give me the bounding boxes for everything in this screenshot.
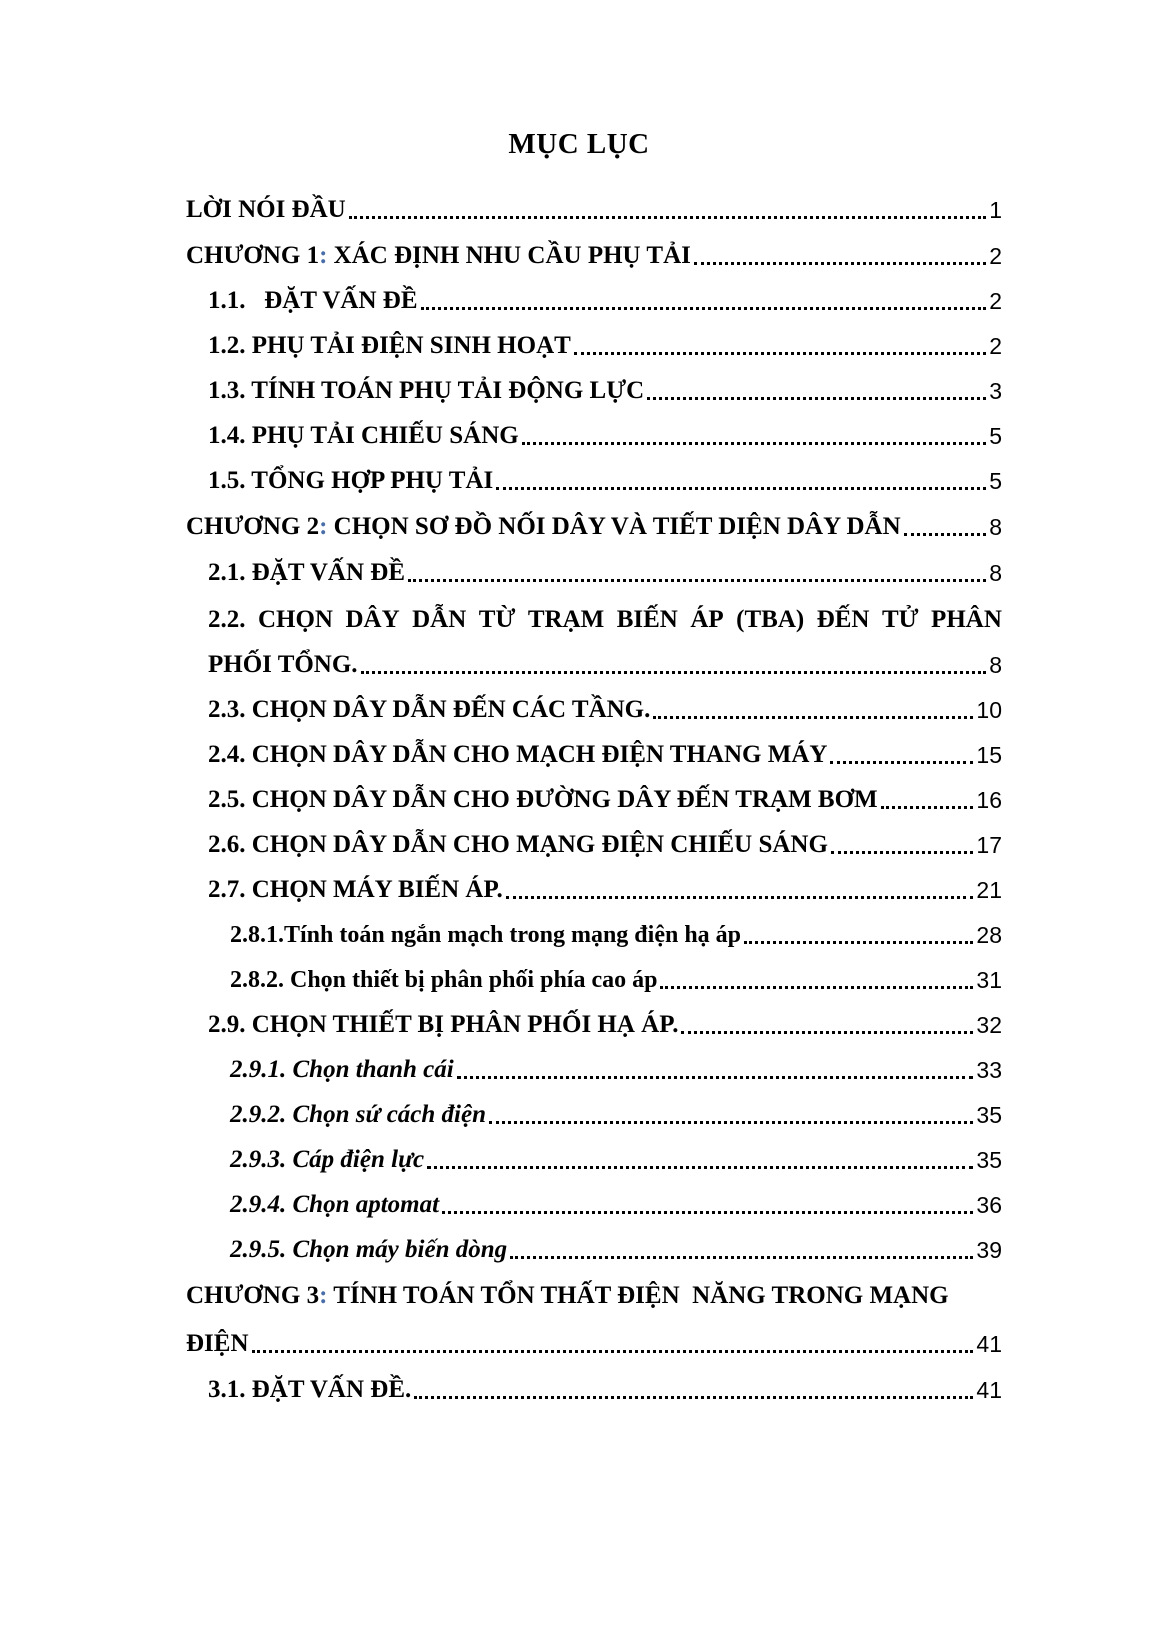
toc-label: 2.5. CHỌN DÂY DẪN CHO ĐƯỜNG DÂY ĐẾN TRẠM BƠM: [208, 786, 878, 813]
dot-leader: [653, 696, 973, 719]
toc-page: 8: [989, 560, 1002, 586]
dot-leader: [489, 1101, 973, 1124]
toc-page: 28: [976, 922, 1002, 948]
toc-entry-loi-noi-dau[interactable]: [186, 190, 1002, 224]
toc-entry-2-2-line2[interactable]: [208, 645, 1002, 679]
toc-label: 1.3. TÍNH TOÁN PHỤ TẢI ĐỘNG LỰC: [208, 377, 645, 404]
toc-label: 1.5. TỔNG HỢP PHỤ TẢI: [208, 467, 494, 494]
toc-word: ĐẾN: [816, 606, 870, 633]
toc-label: 1.1. ĐẶT VẤN ĐỀ: [208, 287, 418, 314]
toc-page: 33: [976, 1057, 1002, 1083]
toc-page: 36: [976, 1192, 1002, 1218]
dot-leader: [681, 1011, 973, 1034]
toc-word: DÂY: [345, 606, 400, 633]
toc-label: 2.6. CHỌN DÂY DẪN CHO MẠNG ĐIỆN CHIẾU SÁNG: [208, 831, 828, 858]
toc-label: ĐIỆN: [186, 1330, 249, 1357]
toc-page: 39: [976, 1237, 1002, 1263]
toc-page: 32: [976, 1012, 1002, 1038]
toc-word: 2.2.: [208, 606, 246, 633]
toc-entry-2-5[interactable]: [208, 780, 1002, 814]
dot-leader: [904, 513, 987, 536]
toc-entry-2-3[interactable]: [208, 690, 1002, 724]
toc-entry-1-4[interactable]: [208, 416, 1002, 450]
dot-leader: [408, 559, 986, 582]
toc-page: 10: [976, 697, 1002, 723]
toc-entry-3-1[interactable]: [208, 1370, 1002, 1404]
toc-entry-2-7[interactable]: [208, 870, 1002, 904]
toc-word: TỬ: [881, 606, 919, 633]
toc-label: CHƯƠNG 2: CHỌN SƠ ĐỒ NỐI DÂY VÀ TIẾT DIỆN DÂY DẪN: [186, 513, 901, 540]
toc-word: TRẠM: [527, 606, 605, 633]
toc-label: 2.4. CHỌN DÂY DẪN CHO MẠCH ĐIỆN THANG MÁY: [208, 741, 828, 768]
toc-word: TỪ: [478, 606, 516, 633]
toc-entry-1-1[interactable]: [208, 281, 1002, 315]
toc-entry-2-9-2[interactable]: [230, 1095, 1002, 1129]
toc-label: 1.4. PHỤ TẢI CHIẾU SÁNG: [208, 422, 519, 449]
dot-leader: [361, 651, 987, 674]
toc-label: 2.3. CHỌN DÂY DẪN ĐẾN CÁC TẦNG.: [208, 696, 651, 723]
toc-page: 21: [976, 877, 1002, 903]
toc-page: 31: [976, 967, 1002, 993]
dot-leader: [506, 876, 974, 899]
dot-leader: [414, 1376, 973, 1399]
toc-entry-1-2[interactable]: [208, 326, 1002, 360]
dot-leader: [349, 196, 986, 219]
dot-leader: [831, 831, 973, 854]
toc-word: DẪN: [412, 606, 467, 633]
toc-entry-2-9-3[interactable]: [230, 1140, 1002, 1174]
toc-entry-2-4[interactable]: [208, 735, 1002, 769]
toc-label: 1.2. PHỤ TẢI ĐIỆN SINH HOẠT: [208, 332, 571, 359]
toc-label: 3.1. ĐẶT VẤN ĐỀ.: [208, 1376, 412, 1403]
toc-page: 3: [989, 378, 1002, 404]
toc-page: 41: [976, 1377, 1002, 1403]
dot-leader: [522, 422, 987, 445]
dot-leader: [830, 741, 973, 764]
toc-label: 2.9.3. Cáp điện lực: [230, 1146, 425, 1173]
toc-page: 8: [989, 514, 1002, 540]
toc-label: 2.9.2. Chọn sứ cách điện: [230, 1101, 486, 1128]
toc-entry-2-9[interactable]: [208, 1005, 1002, 1039]
toc-label: CHƯƠNG 1: XÁC ĐỊNH NHU CẦU PHỤ TẢI: [186, 242, 691, 269]
dot-leader: [574, 332, 986, 355]
toc-word: ÁP: [690, 606, 724, 633]
toc-label: 2.9.5. Chọn máy biến dòng: [230, 1236, 508, 1263]
toc-label: 2.9.1. Chọn thanh cái: [230, 1056, 454, 1083]
toc-entry-2-9-4[interactable]: [230, 1185, 1002, 1219]
toc-entry-2-2-line1[interactable]: [208, 600, 1002, 634]
page-title: MỤC LỤC: [508, 128, 650, 160]
toc-entry-chuong-1[interactable]: [186, 236, 1002, 270]
toc-page: 17: [976, 832, 1002, 858]
toc-entry-chuong-3-line2[interactable]: [186, 1324, 1002, 1358]
dot-leader: [457, 1056, 974, 1079]
dot-leader: [510, 1236, 973, 1259]
toc-word: (TBA): [736, 606, 805, 633]
toc-word: PHÂN: [931, 606, 1002, 633]
toc-entry-2-1[interactable]: [208, 553, 1002, 587]
toc-entry-2-8-1[interactable]: [230, 915, 1002, 949]
toc-word: CHỌN: [257, 606, 333, 633]
dot-leader: [442, 1191, 973, 1214]
dot-leader: [496, 467, 986, 490]
toc-page: 5: [989, 468, 1002, 494]
toc-page: 8: [989, 652, 1002, 678]
dot-leader: [427, 1146, 973, 1169]
toc-label: 2.1. ĐẶT VẤN ĐỀ: [208, 559, 406, 586]
toc-entry-2-9-5[interactable]: [230, 1230, 1002, 1264]
dot-leader: [694, 242, 986, 265]
toc-entry-1-5[interactable]: [208, 461, 1002, 495]
dot-leader: [660, 966, 973, 989]
toc-page: 41: [976, 1331, 1002, 1357]
toc-label: 2.9. CHỌN THIẾT BỊ PHÂN PHỐI HẠ ÁP.: [208, 1011, 679, 1038]
toc-page: 35: [976, 1147, 1002, 1173]
toc-entry-2-9-1[interactable]: [230, 1050, 1002, 1084]
toc-label: PHỐI TỔNG.: [208, 651, 358, 678]
toc-entry-chuong-2[interactable]: [186, 507, 1002, 541]
dot-leader: [421, 287, 987, 310]
toc-label: 2.8.1.Tính toán ngắn mạch trong mạng điện hạ áp: [230, 922, 742, 948]
toc-entry-2-8-2[interactable]: [230, 960, 1002, 994]
dot-leader: [647, 377, 986, 400]
toc-label: LỜI NÓI ĐẦU: [186, 196, 346, 223]
toc-label: 2.8.2. Chọn thiết bị phân phối phía cao áp: [230, 967, 658, 993]
dot-leader: [744, 921, 973, 944]
toc-entry-chuong-3-line1[interactable]: [186, 1276, 986, 1310]
toc-page: 1: [989, 197, 1002, 223]
dot-leader: [252, 1330, 974, 1353]
toc-page: 2: [989, 243, 1002, 269]
dot-leader: [881, 786, 974, 809]
toc-word: BIẾN: [616, 606, 678, 633]
toc-page: 5: [989, 423, 1002, 449]
toc-page: 15: [976, 742, 1002, 768]
toc-entry-2-6[interactable]: [208, 825, 1002, 859]
toc-entry-1-3[interactable]: [208, 371, 1002, 405]
toc-page: 16: [976, 787, 1002, 813]
toc-page: 2: [989, 333, 1002, 359]
toc-page: 2: [989, 288, 1002, 314]
toc-label: CHƯƠNG 3: TÍNH TOÁN TỔN THẤT ĐIỆN NĂNG TRONG MẠNG: [186, 1282, 949, 1309]
toc-page: 35: [976, 1102, 1002, 1128]
toc-label: 2.9.4. Chọn aptomat: [230, 1191, 440, 1218]
toc-label: 2.7. CHỌN MÁY BIẾN ÁP.: [208, 876, 503, 903]
